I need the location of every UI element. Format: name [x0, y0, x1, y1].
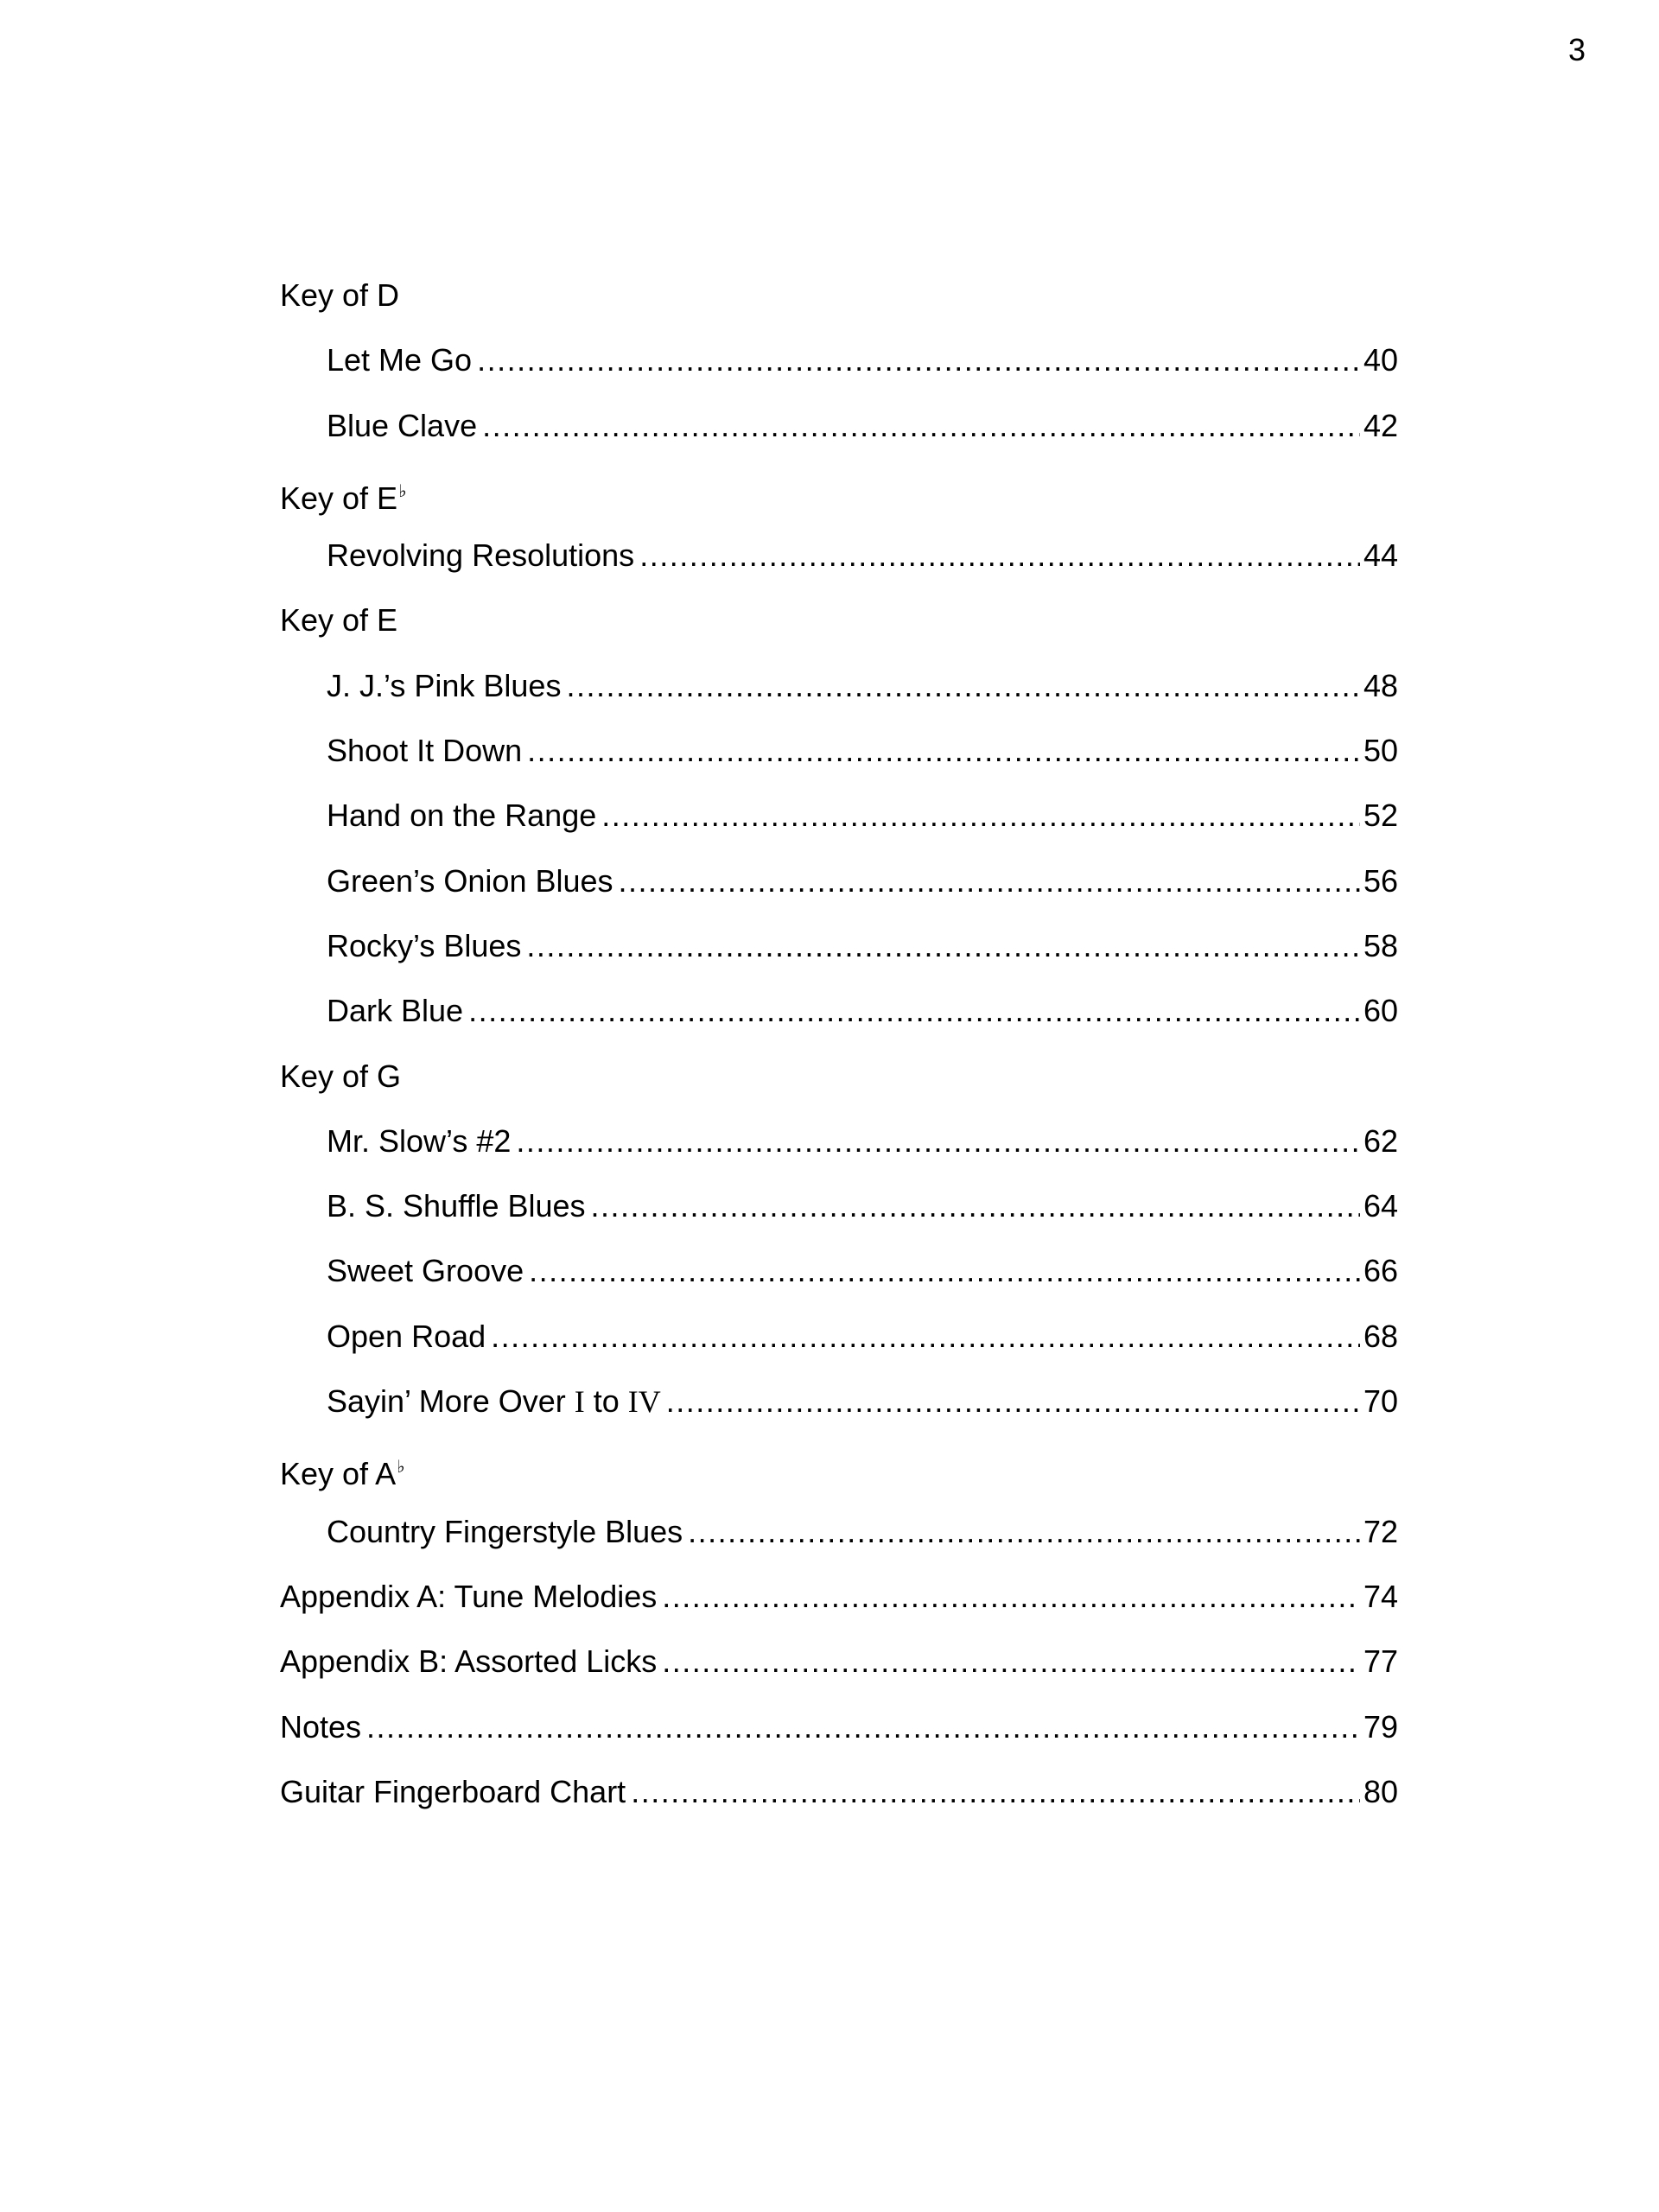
- toc-section-key-of-a-flat: [280, 1449, 1398, 1514]
- toc-entry-title: Country Fingerstyle Blues: [327, 1513, 683, 1549]
- toc-entry-page: 58: [1363, 927, 1398, 963]
- toc-entry-page: 56: [1363, 862, 1398, 899]
- toc-entry-title: Appendix A: Tune Melodies: [280, 1578, 658, 1614]
- section-heading: Key of D: [280, 277, 400, 313]
- toc-entry-appendix-b[interactable]: [280, 1644, 1398, 1709]
- section-heading: [280, 1449, 405, 1491]
- flat-symbol: ♭: [398, 480, 407, 501]
- toc-entry-title: Hand on the Range: [327, 798, 597, 834]
- toc-entry-page: 42: [1363, 407, 1398, 443]
- toc-entry-country-fingerstyle-blues[interactable]: [280, 1515, 1398, 1580]
- title-mid: to: [584, 1383, 628, 1420]
- toc-entry-page: 60: [1363, 993, 1398, 1029]
- toc-entry-jj-pink-blues[interactable]: [280, 669, 1398, 734]
- toc-entry-bs-shuffle-blues[interactable]: [280, 1189, 1398, 1254]
- roman-numeral-one: I: [574, 1384, 585, 1420]
- toc-entry-shoot-it-down[interactable]: [280, 734, 1398, 798]
- section-heading: Key of G: [280, 1058, 402, 1094]
- toc-entry-page: 40: [1363, 342, 1398, 378]
- dot-leader: [526, 929, 1360, 963]
- dot-leader: [619, 864, 1360, 899]
- toc-entry-page: 74: [1363, 1578, 1398, 1614]
- toc-entry-title: Dark Blue: [327, 993, 464, 1029]
- section-heading-label: Key of E: [280, 480, 398, 516]
- toc-entry-sayin-more[interactable]: [280, 1384, 1398, 1449]
- toc-entry-title: Guitar Fingerboard Chart: [280, 1773, 626, 1809]
- toc-entry-title: Blue Clave: [327, 407, 478, 443]
- toc-section-key-of-e: [280, 603, 1398, 668]
- dot-leader: [662, 1644, 1360, 1679]
- section-heading: [280, 474, 407, 516]
- title-prefix: Sayin’ More Over: [327, 1383, 575, 1420]
- toc-entry-title: Open Road: [327, 1318, 486, 1354]
- toc-entry-title: Let Me Go: [327, 342, 473, 378]
- toc-entry-title: Notes: [280, 1708, 362, 1745]
- toc-entry-page: 70: [1363, 1383, 1398, 1420]
- dot-leader: [482, 409, 1360, 443]
- toc-entry-page: 79: [1363, 1708, 1398, 1745]
- toc-entry-title: Sweet Groove: [327, 1253, 524, 1289]
- toc-entry-title: [327, 1384, 661, 1419]
- toc-entry-page: 64: [1363, 1188, 1398, 1224]
- dot-leader: [639, 538, 1360, 573]
- toc-entry-title: Rocky’s Blues: [327, 927, 522, 963]
- flat-symbol: ♭: [397, 1456, 405, 1478]
- table-of-contents: [280, 278, 1398, 1840]
- toc-entry-dark-blue[interactable]: [280, 994, 1398, 1058]
- toc-section-key-of-d: [280, 278, 1398, 343]
- dot-leader: [477, 343, 1360, 378]
- toc-entry-title: Green’s Onion Blues: [327, 862, 613, 899]
- toc-entry-title: Shoot It Down: [327, 733, 523, 769]
- toc-entry-hand-on-the-range[interactable]: [280, 798, 1398, 863]
- dot-leader: [527, 734, 1360, 768]
- dot-leader: [468, 994, 1360, 1028]
- toc-entry-rockys-blues[interactable]: [280, 929, 1398, 994]
- toc-entry-title: B. S. Shuffle Blues: [327, 1188, 586, 1224]
- toc-entry-title: J. J.’s Pink Blues: [327, 667, 562, 703]
- toc-entry-let-me-go[interactable]: [280, 343, 1398, 408]
- dot-leader: [662, 1580, 1360, 1614]
- toc-entry-page: 68: [1363, 1318, 1398, 1354]
- dot-leader: [516, 1124, 1360, 1159]
- toc-entry-page: 52: [1363, 798, 1398, 834]
- toc-entry-page: 77: [1363, 1643, 1398, 1680]
- section-heading-label: Key of A: [280, 1456, 397, 1492]
- dot-leader: [631, 1775, 1360, 1809]
- dot-leader: [666, 1384, 1360, 1419]
- toc-section-key-of-e-flat: [280, 474, 1398, 538]
- toc-entry-page: 66: [1363, 1253, 1398, 1289]
- toc-entry-title: Revolving Resolutions: [327, 537, 635, 574]
- toc-entry-page: 62: [1363, 1122, 1398, 1159]
- dot-leader: [601, 798, 1360, 833]
- dot-leader: [491, 1319, 1360, 1354]
- toc-entry-guitar-fingerboard-chart[interactable]: [280, 1775, 1398, 1840]
- toc-entry-open-road[interactable]: [280, 1319, 1398, 1384]
- toc-entry-page: 50: [1363, 733, 1398, 769]
- toc-entry-page: 80: [1363, 1773, 1398, 1809]
- roman-numeral-four: IV: [627, 1384, 661, 1420]
- toc-entry-page: 44: [1363, 537, 1398, 574]
- toc-entry-appendix-a[interactable]: [280, 1580, 1398, 1644]
- page-number: 3: [1567, 32, 1586, 67]
- toc-entry-title: Appendix B: Assorted Licks: [280, 1643, 658, 1680]
- dot-leader: [591, 1189, 1360, 1224]
- toc-entry-revolving-resolutions[interactable]: [280, 538, 1398, 603]
- section-heading: Key of E: [280, 602, 398, 639]
- toc-entry-sweet-groove[interactable]: [280, 1254, 1398, 1319]
- toc-entry-page: 72: [1363, 1513, 1398, 1549]
- toc-entry-greens-onion-blues[interactable]: [280, 864, 1398, 929]
- toc-entry-page: 48: [1363, 667, 1398, 703]
- toc-entry-notes[interactable]: [280, 1710, 1398, 1775]
- toc-entry-title: Mr. Slow’s #2: [327, 1122, 512, 1159]
- dot-leader: [566, 669, 1360, 703]
- toc-entry-mr-slows-2[interactable]: [280, 1124, 1398, 1189]
- dot-leader: [366, 1710, 1360, 1745]
- toc-section-key-of-g: [280, 1059, 1398, 1124]
- dot-leader: [529, 1254, 1360, 1288]
- toc-entry-blue-clave[interactable]: [280, 409, 1398, 474]
- dot-leader: [688, 1515, 1360, 1549]
